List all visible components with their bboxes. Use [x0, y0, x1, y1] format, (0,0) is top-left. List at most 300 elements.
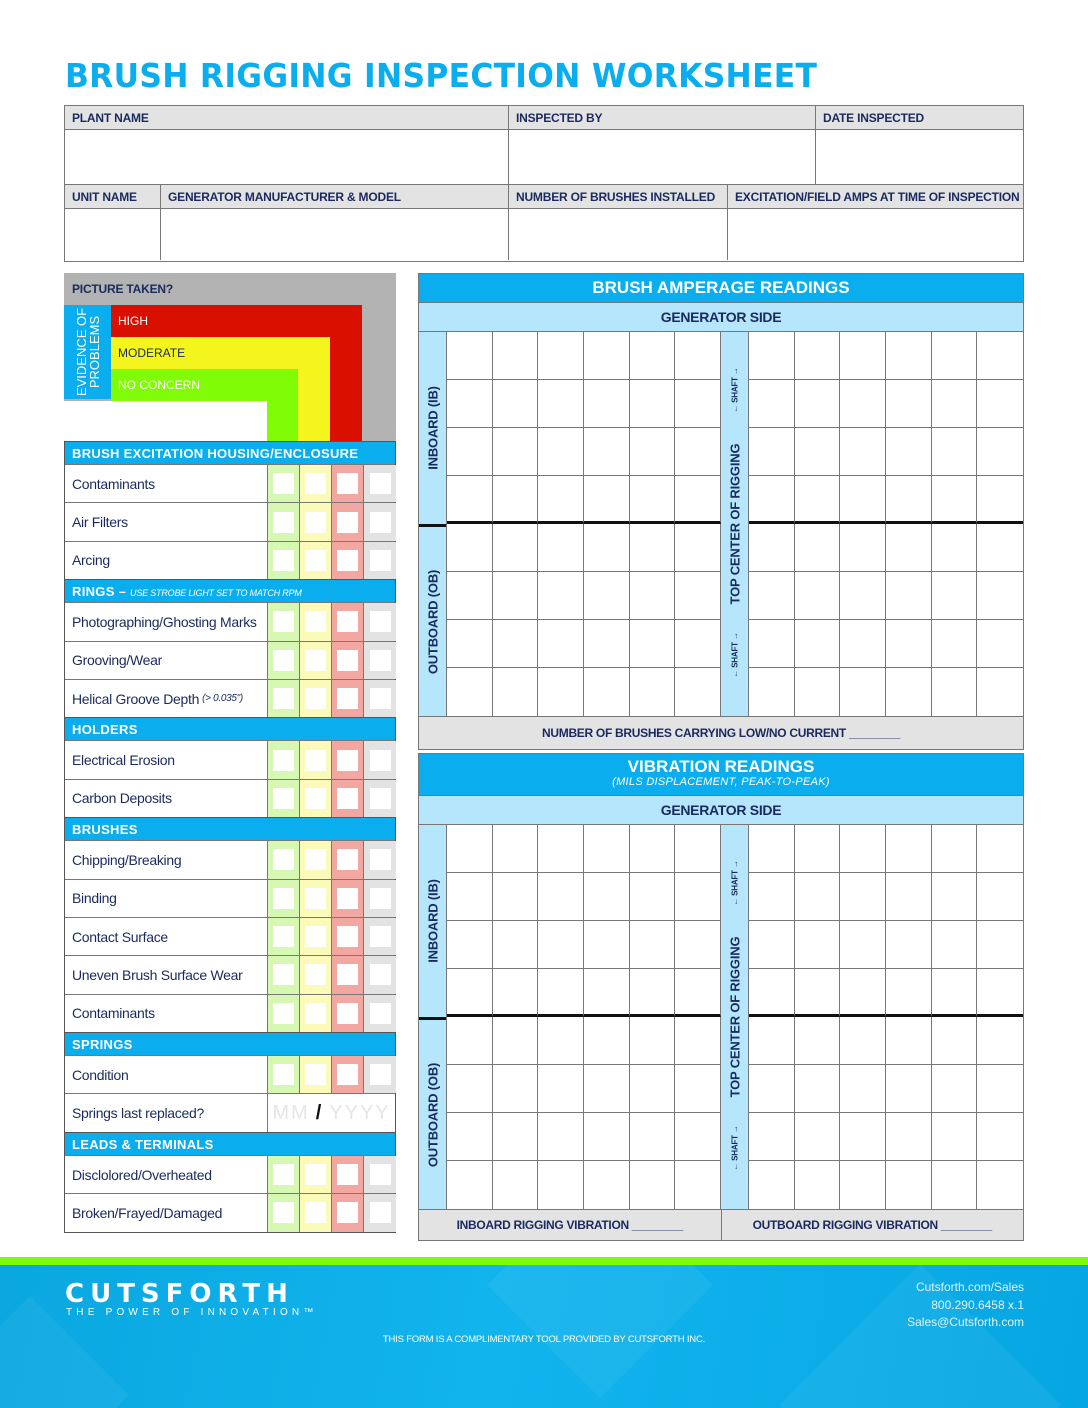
reading-cell[interactable] — [493, 1161, 539, 1209]
reading-cell[interactable] — [675, 921, 721, 969]
checkbox-moderate[interactable] — [305, 1003, 326, 1024]
section-rings: RINGS – USE STROBE LIGHT SET TO MATCH RPM — [65, 579, 395, 602]
plant-name-field[interactable] — [65, 130, 509, 185]
reading-cell[interactable] — [977, 921, 1023, 969]
reading-cell[interactable] — [795, 572, 841, 620]
reading-cell[interactable] — [886, 969, 932, 1017]
reading-cell[interactable] — [675, 476, 721, 524]
reading-cell[interactable] — [977, 873, 1023, 921]
reading-cell[interactable] — [447, 1065, 493, 1113]
reading-cell[interactable] — [493, 572, 539, 620]
reading-cell[interactable] — [749, 921, 795, 969]
reading-cell[interactable] — [886, 1113, 932, 1161]
reading-cell[interactable] — [630, 1113, 676, 1161]
reading-cell[interactable] — [493, 969, 539, 1017]
checklist-row: Uneven Brush Surface Wear — [65, 955, 395, 993]
reading-cell[interactable] — [840, 825, 886, 873]
reading-cell[interactable] — [886, 620, 932, 668]
checkbox-picture-taken[interactable] — [370, 888, 391, 909]
reading-cell[interactable] — [447, 873, 493, 921]
checkbox-picture-taken[interactable] — [370, 750, 391, 771]
reading-cell[interactable] — [584, 332, 630, 380]
brushes-installed-field[interactable] — [509, 209, 728, 260]
reading-cell[interactable] — [749, 825, 795, 873]
reading-cell[interactable] — [795, 873, 841, 921]
reading-cell[interactable] — [447, 428, 493, 476]
reading-cell[interactable] — [932, 1161, 978, 1209]
checkbox-moderate[interactable] — [305, 788, 326, 809]
reading-cell[interactable] — [840, 1065, 886, 1113]
outboard-label: OUTBOARD (OB) — [425, 569, 440, 674]
checkbox-high[interactable] — [337, 650, 358, 671]
reading-cell[interactable] — [795, 1065, 841, 1113]
checkbox-high[interactable] — [337, 473, 358, 494]
reading-cell[interactable] — [886, 524, 932, 572]
reading-cell[interactable] — [932, 1113, 978, 1161]
checkbox-moderate[interactable] — [305, 688, 326, 709]
reading-cell[interactable] — [932, 1065, 978, 1113]
reading-cell[interactable] — [886, 1065, 932, 1113]
reading-cell[interactable] — [675, 668, 721, 716]
reading-cell[interactable] — [749, 476, 795, 524]
cutsforth-logo: CUTSFORTH — [65, 1279, 294, 1309]
reading-cell[interactable] — [795, 1161, 841, 1209]
reading-cell[interactable] — [840, 524, 886, 572]
reading-cell[interactable] — [584, 1065, 630, 1113]
reading-cell[interactable] — [538, 332, 584, 380]
checkbox-moderate[interactable] — [305, 611, 326, 632]
reading-cell[interactable] — [840, 969, 886, 1017]
reading-cell[interactable] — [447, 524, 493, 572]
reading-cell[interactable] — [840, 572, 886, 620]
reading-cell[interactable] — [630, 332, 676, 380]
reading-cell[interactable] — [493, 1113, 539, 1161]
checkbox-picture-taken[interactable] — [370, 1064, 391, 1085]
reading-cell[interactable] — [795, 825, 841, 873]
reading-cell[interactable] — [840, 1113, 886, 1161]
reading-cell[interactable] — [447, 1113, 493, 1161]
checkbox-moderate[interactable] — [305, 512, 326, 533]
vibration-cells-right — [749, 825, 1023, 1209]
reading-cell[interactable] — [447, 332, 493, 380]
checkbox-no-concern[interactable] — [273, 550, 294, 571]
checkbox-picture-taken[interactable] — [370, 688, 391, 709]
reading-cell[interactable] — [493, 332, 539, 380]
reading-cell[interactable] — [795, 1017, 841, 1065]
reading-cell[interactable] — [584, 572, 630, 620]
reading-cell[interactable] — [493, 1017, 539, 1065]
reading-cell[interactable] — [886, 380, 932, 428]
reading-cell[interactable] — [630, 1161, 676, 1209]
checkbox-no-concern[interactable] — [273, 1202, 294, 1223]
reading-cell[interactable] — [447, 921, 493, 969]
inspection-info-table — [64, 105, 1024, 262]
reading-cell[interactable] — [886, 572, 932, 620]
checkbox-moderate[interactable] — [305, 1064, 326, 1085]
reading-cell[interactable] — [584, 524, 630, 572]
reading-cell[interactable] — [493, 428, 539, 476]
checkbox-picture-taken[interactable] — [370, 926, 391, 947]
reading-cell[interactable] — [749, 1113, 795, 1161]
checkbox-high[interactable] — [337, 550, 358, 571]
reading-cell[interactable] — [630, 1017, 676, 1065]
checkbox-picture-taken[interactable] — [370, 650, 391, 671]
reading-cell[interactable] — [886, 1017, 932, 1065]
checkbox-no-concern[interactable] — [273, 1003, 294, 1024]
reading-cell[interactable] — [886, 668, 932, 716]
reading-cell[interactable] — [932, 921, 978, 969]
reading-cell[interactable] — [977, 380, 1023, 428]
reading-cell[interactable] — [795, 668, 841, 716]
reading-cell[interactable] — [977, 476, 1023, 524]
reading-cell[interactable] — [584, 873, 630, 921]
reading-cell[interactable] — [584, 921, 630, 969]
reading-cell[interactable] — [932, 332, 978, 380]
reading-cell[interactable] — [795, 476, 841, 524]
website-link[interactable]: Cutsforth.com/Sales — [915, 1280, 1024, 1294]
reading-cell[interactable] — [675, 428, 721, 476]
reading-cell[interactable] — [977, 825, 1023, 873]
reading-cell[interactable] — [932, 873, 978, 921]
checkbox-no-concern[interactable] — [273, 688, 294, 709]
vibration-generator-side: GENERATOR SIDE — [419, 796, 1023, 825]
reading-cell[interactable] — [932, 476, 978, 524]
checkbox-moderate[interactable] — [305, 926, 326, 947]
reading-cell[interactable] — [977, 1017, 1023, 1065]
reading-cell[interactable] — [584, 969, 630, 1017]
reading-cell[interactable] — [886, 825, 932, 873]
checkbox-moderate[interactable] — [305, 1164, 326, 1185]
checklist-row: Helical Groove Depth (> 0.035") — [65, 679, 395, 717]
checkbox-moderate[interactable] — [305, 849, 326, 870]
checklist-row: Binding — [65, 879, 395, 917]
checkbox-no-concern[interactable] — [273, 788, 294, 809]
reading-cell[interactable] — [630, 524, 676, 572]
checkbox-high[interactable] — [337, 1003, 358, 1024]
generator-model-field[interactable] — [161, 209, 509, 260]
reading-cell[interactable] — [977, 428, 1023, 476]
reading-cell[interactable] — [493, 825, 539, 873]
reading-cell[interactable] — [538, 668, 584, 716]
reading-cell[interactable] — [840, 332, 886, 380]
reading-cell[interactable] — [584, 1161, 630, 1209]
reading-cell[interactable] — [447, 1017, 493, 1065]
reading-cell[interactable] — [538, 1113, 584, 1161]
checkbox-high[interactable] — [337, 688, 358, 709]
vibration-subtitle: (MILS DISPLACEMENT, PEAK-TO-PEAK) — [612, 776, 830, 788]
reading-cell[interactable] — [493, 668, 539, 716]
reading-cell[interactable] — [840, 620, 886, 668]
reading-cell[interactable] — [749, 1065, 795, 1113]
email-link[interactable]: Sales@Cutsforth.com — [907, 1315, 1024, 1329]
reading-cell[interactable] — [886, 476, 932, 524]
reading-cell[interactable] — [447, 572, 493, 620]
reading-cell[interactable] — [493, 476, 539, 524]
checkbox-high[interactable] — [337, 1064, 358, 1085]
checklist-row: Springs last replaced? MM / YYYY — [65, 1093, 395, 1131]
checkbox-high[interactable] — [337, 926, 358, 947]
reading-cell[interactable] — [538, 380, 584, 428]
checkbox-high[interactable] — [337, 888, 358, 909]
reading-cell[interactable] — [932, 1017, 978, 1065]
reading-cell[interactable] — [795, 524, 841, 572]
checkbox-high[interactable] — [337, 512, 358, 533]
reading-cell[interactable] — [977, 668, 1023, 716]
reading-cell[interactable] — [630, 825, 676, 873]
reading-cell[interactable] — [932, 969, 978, 1017]
springs-replaced-date-field[interactable]: MM / YYYY — [272, 1101, 391, 1124]
checkbox-moderate[interactable] — [305, 964, 326, 985]
reading-cell[interactable] — [840, 1017, 886, 1065]
reading-cell[interactable] — [630, 1065, 676, 1113]
reading-cell[interactable] — [675, 380, 721, 428]
reading-cell[interactable] — [932, 620, 978, 668]
reading-cell[interactable] — [584, 1017, 630, 1065]
reading-cell[interactable] — [977, 620, 1023, 668]
reading-cell[interactable] — [675, 1065, 721, 1113]
reading-cell[interactable] — [630, 668, 676, 716]
reading-cell[interactable] — [675, 1113, 721, 1161]
checkbox-picture-taken[interactable] — [370, 512, 391, 533]
unit-name-label: UNIT NAME — [65, 185, 161, 209]
reading-cell[interactable] — [584, 428, 630, 476]
reading-cell[interactable] — [630, 969, 676, 1017]
reading-cell[interactable] — [749, 668, 795, 716]
reading-cell[interactable] — [447, 969, 493, 1017]
reading-cell[interactable] — [749, 1017, 795, 1065]
checkbox-high[interactable] — [337, 788, 358, 809]
reading-cell[interactable] — [886, 873, 932, 921]
reading-cell[interactable] — [630, 572, 676, 620]
checklist-row: Contaminants — [65, 464, 395, 502]
checkbox-no-concern[interactable] — [273, 964, 294, 985]
reading-cell[interactable] — [447, 668, 493, 716]
reading-cell[interactable] — [447, 1161, 493, 1209]
checklist-row: Electrical Erosion — [65, 740, 395, 778]
reading-cell[interactable] — [538, 873, 584, 921]
reading-cell[interactable] — [749, 524, 795, 572]
date-inspected-field[interactable] — [816, 130, 1023, 185]
outboard-label: OUTBOARD (OB) — [425, 1062, 440, 1167]
reading-cell[interactable] — [584, 1113, 630, 1161]
reading-cell[interactable] — [493, 921, 539, 969]
reading-cell[interactable] — [886, 332, 932, 380]
reading-cell[interactable] — [630, 620, 676, 668]
checklist-row: Contact Surface — [65, 917, 395, 955]
reading-cell[interactable] — [493, 380, 539, 428]
reading-cell[interactable] — [749, 873, 795, 921]
unit-name-field[interactable] — [65, 209, 161, 260]
reading-cell[interactable] — [584, 825, 630, 873]
inspected-by-field[interactable] — [509, 130, 816, 185]
checkbox-picture-taken[interactable] — [370, 1003, 391, 1024]
reading-cell[interactable] — [493, 620, 539, 668]
reading-cell[interactable] — [538, 1161, 584, 1209]
checkbox-no-concern[interactable] — [273, 650, 294, 671]
reading-cell[interactable] — [932, 428, 978, 476]
amperage-title: BRUSH AMPERAGE READINGS — [419, 274, 1023, 303]
checkbox-picture-taken[interactable] — [370, 788, 391, 809]
checkbox-high[interactable] — [337, 1164, 358, 1185]
page-title: BRUSH RIGGING INSPECTION WORKSHEET — [65, 56, 818, 95]
checkbox-high[interactable] — [337, 849, 358, 870]
reading-cell[interactable] — [795, 620, 841, 668]
reading-cell[interactable] — [977, 572, 1023, 620]
checkbox-picture-taken[interactable] — [370, 849, 391, 870]
reading-cell[interactable] — [584, 620, 630, 668]
reading-cell[interactable] — [447, 620, 493, 668]
reading-cell[interactable] — [675, 1161, 721, 1209]
reading-cell[interactable] — [977, 1065, 1023, 1113]
reading-cell[interactable] — [675, 969, 721, 1017]
checkbox-high[interactable] — [337, 964, 358, 985]
reading-cell[interactable] — [840, 428, 886, 476]
reading-cell[interactable] — [630, 476, 676, 524]
reading-cell[interactable] — [493, 524, 539, 572]
reading-cell[interactable] — [538, 1065, 584, 1113]
reading-cell[interactable] — [630, 873, 676, 921]
reading-cell[interactable] — [675, 1017, 721, 1065]
reading-cell[interactable] — [538, 825, 584, 873]
checkbox-no-concern[interactable] — [273, 849, 294, 870]
checkbox-moderate[interactable] — [305, 888, 326, 909]
reading-cell[interactable] — [630, 428, 676, 476]
checkbox-no-concern[interactable] — [273, 926, 294, 947]
reading-cell[interactable] — [538, 1017, 584, 1065]
reading-cell[interactable] — [538, 476, 584, 524]
reading-cell[interactable] — [886, 1161, 932, 1209]
reading-cell[interactable] — [795, 969, 841, 1017]
checkbox-moderate[interactable] — [305, 473, 326, 494]
inboard-vibration-field[interactable]: INBOARD RIGGING VIBRATION ________ — [419, 1210, 722, 1240]
reading-cell[interactable] — [795, 921, 841, 969]
reading-cell[interactable] — [932, 380, 978, 428]
amperage-panel — [418, 273, 1024, 750]
checkbox-no-concern[interactable] — [273, 888, 294, 909]
reading-cell[interactable] — [932, 524, 978, 572]
reading-cell[interactable] — [749, 620, 795, 668]
reading-cell[interactable] — [886, 428, 932, 476]
reading-cell[interactable] — [977, 1113, 1023, 1161]
reading-cell[interactable] — [447, 476, 493, 524]
checkbox-no-concern[interactable] — [273, 750, 294, 771]
section-springs: SPRINGS — [65, 1032, 395, 1055]
field-amps-field[interactable] — [728, 209, 1023, 260]
reading-cell[interactable] — [584, 476, 630, 524]
top-center-label: TOP CENTER OF RIGGING — [727, 443, 742, 605]
reading-cell[interactable] — [932, 668, 978, 716]
reading-cell[interactable] — [977, 969, 1023, 1017]
reading-cell[interactable] — [584, 380, 630, 428]
checkbox-moderate[interactable] — [305, 1202, 326, 1223]
reading-cell[interactable] — [675, 332, 721, 380]
vibration-title: VIBRATION READINGS — [627, 757, 815, 776]
reading-cell[interactable] — [840, 380, 886, 428]
checkbox-high[interactable] — [337, 1202, 358, 1223]
reading-cell[interactable] — [584, 668, 630, 716]
reading-cell[interactable] — [538, 620, 584, 668]
checkbox-picture-taken[interactable] — [370, 473, 391, 494]
reading-cell[interactable] — [447, 380, 493, 428]
checkbox-picture-taken[interactable] — [370, 611, 391, 632]
inboard-label: INBOARD (IB) — [425, 879, 440, 963]
checkbox-high[interactable] — [337, 750, 358, 771]
footer-accent-bar — [0, 1257, 1088, 1265]
checkbox-picture-taken[interactable] — [370, 964, 391, 985]
checkbox-no-concern[interactable] — [273, 1164, 294, 1185]
reading-cell[interactable] — [493, 1065, 539, 1113]
reading-cell[interactable] — [493, 873, 539, 921]
checkbox-moderate[interactable] — [305, 550, 326, 571]
checkbox-no-concern[interactable] — [273, 611, 294, 632]
reading-cell[interactable] — [447, 825, 493, 873]
brushes-installed-label: NUMBER OF BRUSHES INSTALLED — [509, 185, 728, 209]
generator-model-label: GENERATOR MANUFACTURER & MODEL — [161, 185, 509, 209]
reading-cell[interactable] — [795, 332, 841, 380]
reading-cell[interactable] — [630, 380, 676, 428]
reading-cell[interactable] — [675, 524, 721, 572]
evidence-of-problems-label: EVIDENCE OF PROBLEMS — [64, 305, 111, 399]
checkbox-high[interactable] — [337, 611, 358, 632]
inspected-by-label: INSPECTED BY — [509, 106, 816, 130]
reading-cell[interactable] — [749, 572, 795, 620]
checkbox-picture-taken[interactable] — [370, 1202, 391, 1223]
reading-cell[interactable] — [795, 1113, 841, 1161]
reading-cell[interactable] — [840, 921, 886, 969]
reading-cell[interactable] — [977, 1161, 1023, 1209]
reading-cell[interactable] — [840, 873, 886, 921]
date-inspected-label: DATE INSPECTED — [816, 106, 1023, 130]
checkbox-picture-taken[interactable] — [370, 1164, 391, 1185]
reading-cell[interactable] — [795, 380, 841, 428]
reading-cell[interactable] — [749, 969, 795, 1017]
reading-cell[interactable] — [675, 873, 721, 921]
reading-cell[interactable] — [749, 380, 795, 428]
reading-cell[interactable] — [977, 524, 1023, 572]
checkbox-moderate[interactable] — [305, 750, 326, 771]
section-holders: HOLDERS — [65, 717, 395, 740]
reading-cell[interactable] — [749, 332, 795, 380]
reading-cell[interactable] — [538, 921, 584, 969]
reading-cell[interactable] — [538, 428, 584, 476]
reading-cell[interactable] — [538, 969, 584, 1017]
reading-cell[interactable] — [675, 825, 721, 873]
outboard-vibration-field[interactable]: OUTBOARD RIGGING VIBRATION ________ — [752, 1218, 992, 1232]
checkbox-picture-taken[interactable] — [370, 550, 391, 571]
checkbox-moderate[interactable] — [305, 650, 326, 671]
low-current-brushes-field[interactable]: NUMBER OF BRUSHES CARRYING LOW/NO CURRENT ________ — [542, 726, 900, 740]
reading-cell[interactable] — [675, 620, 721, 668]
contact-info — [907, 1279, 1024, 1332]
reading-cell[interactable] — [932, 825, 978, 873]
checkbox-no-concern[interactable] — [273, 512, 294, 533]
reading-cell[interactable] — [840, 668, 886, 716]
reading-cell[interactable] — [630, 921, 676, 969]
reading-cell[interactable] — [675, 572, 721, 620]
reading-cell[interactable] — [749, 428, 795, 476]
checkbox-no-concern[interactable] — [273, 1064, 294, 1085]
reading-cell[interactable] — [749, 1161, 795, 1209]
reading-cell[interactable] — [932, 572, 978, 620]
reading-cell[interactable] — [795, 428, 841, 476]
reading-cell[interactable] — [538, 524, 584, 572]
reading-cell[interactable] — [977, 332, 1023, 380]
reading-cell[interactable] — [840, 1161, 886, 1209]
reading-cell[interactable] — [538, 572, 584, 620]
checkbox-no-concern[interactable] — [273, 473, 294, 494]
reading-cell[interactable] — [886, 921, 932, 969]
reading-cell[interactable] — [840, 476, 886, 524]
